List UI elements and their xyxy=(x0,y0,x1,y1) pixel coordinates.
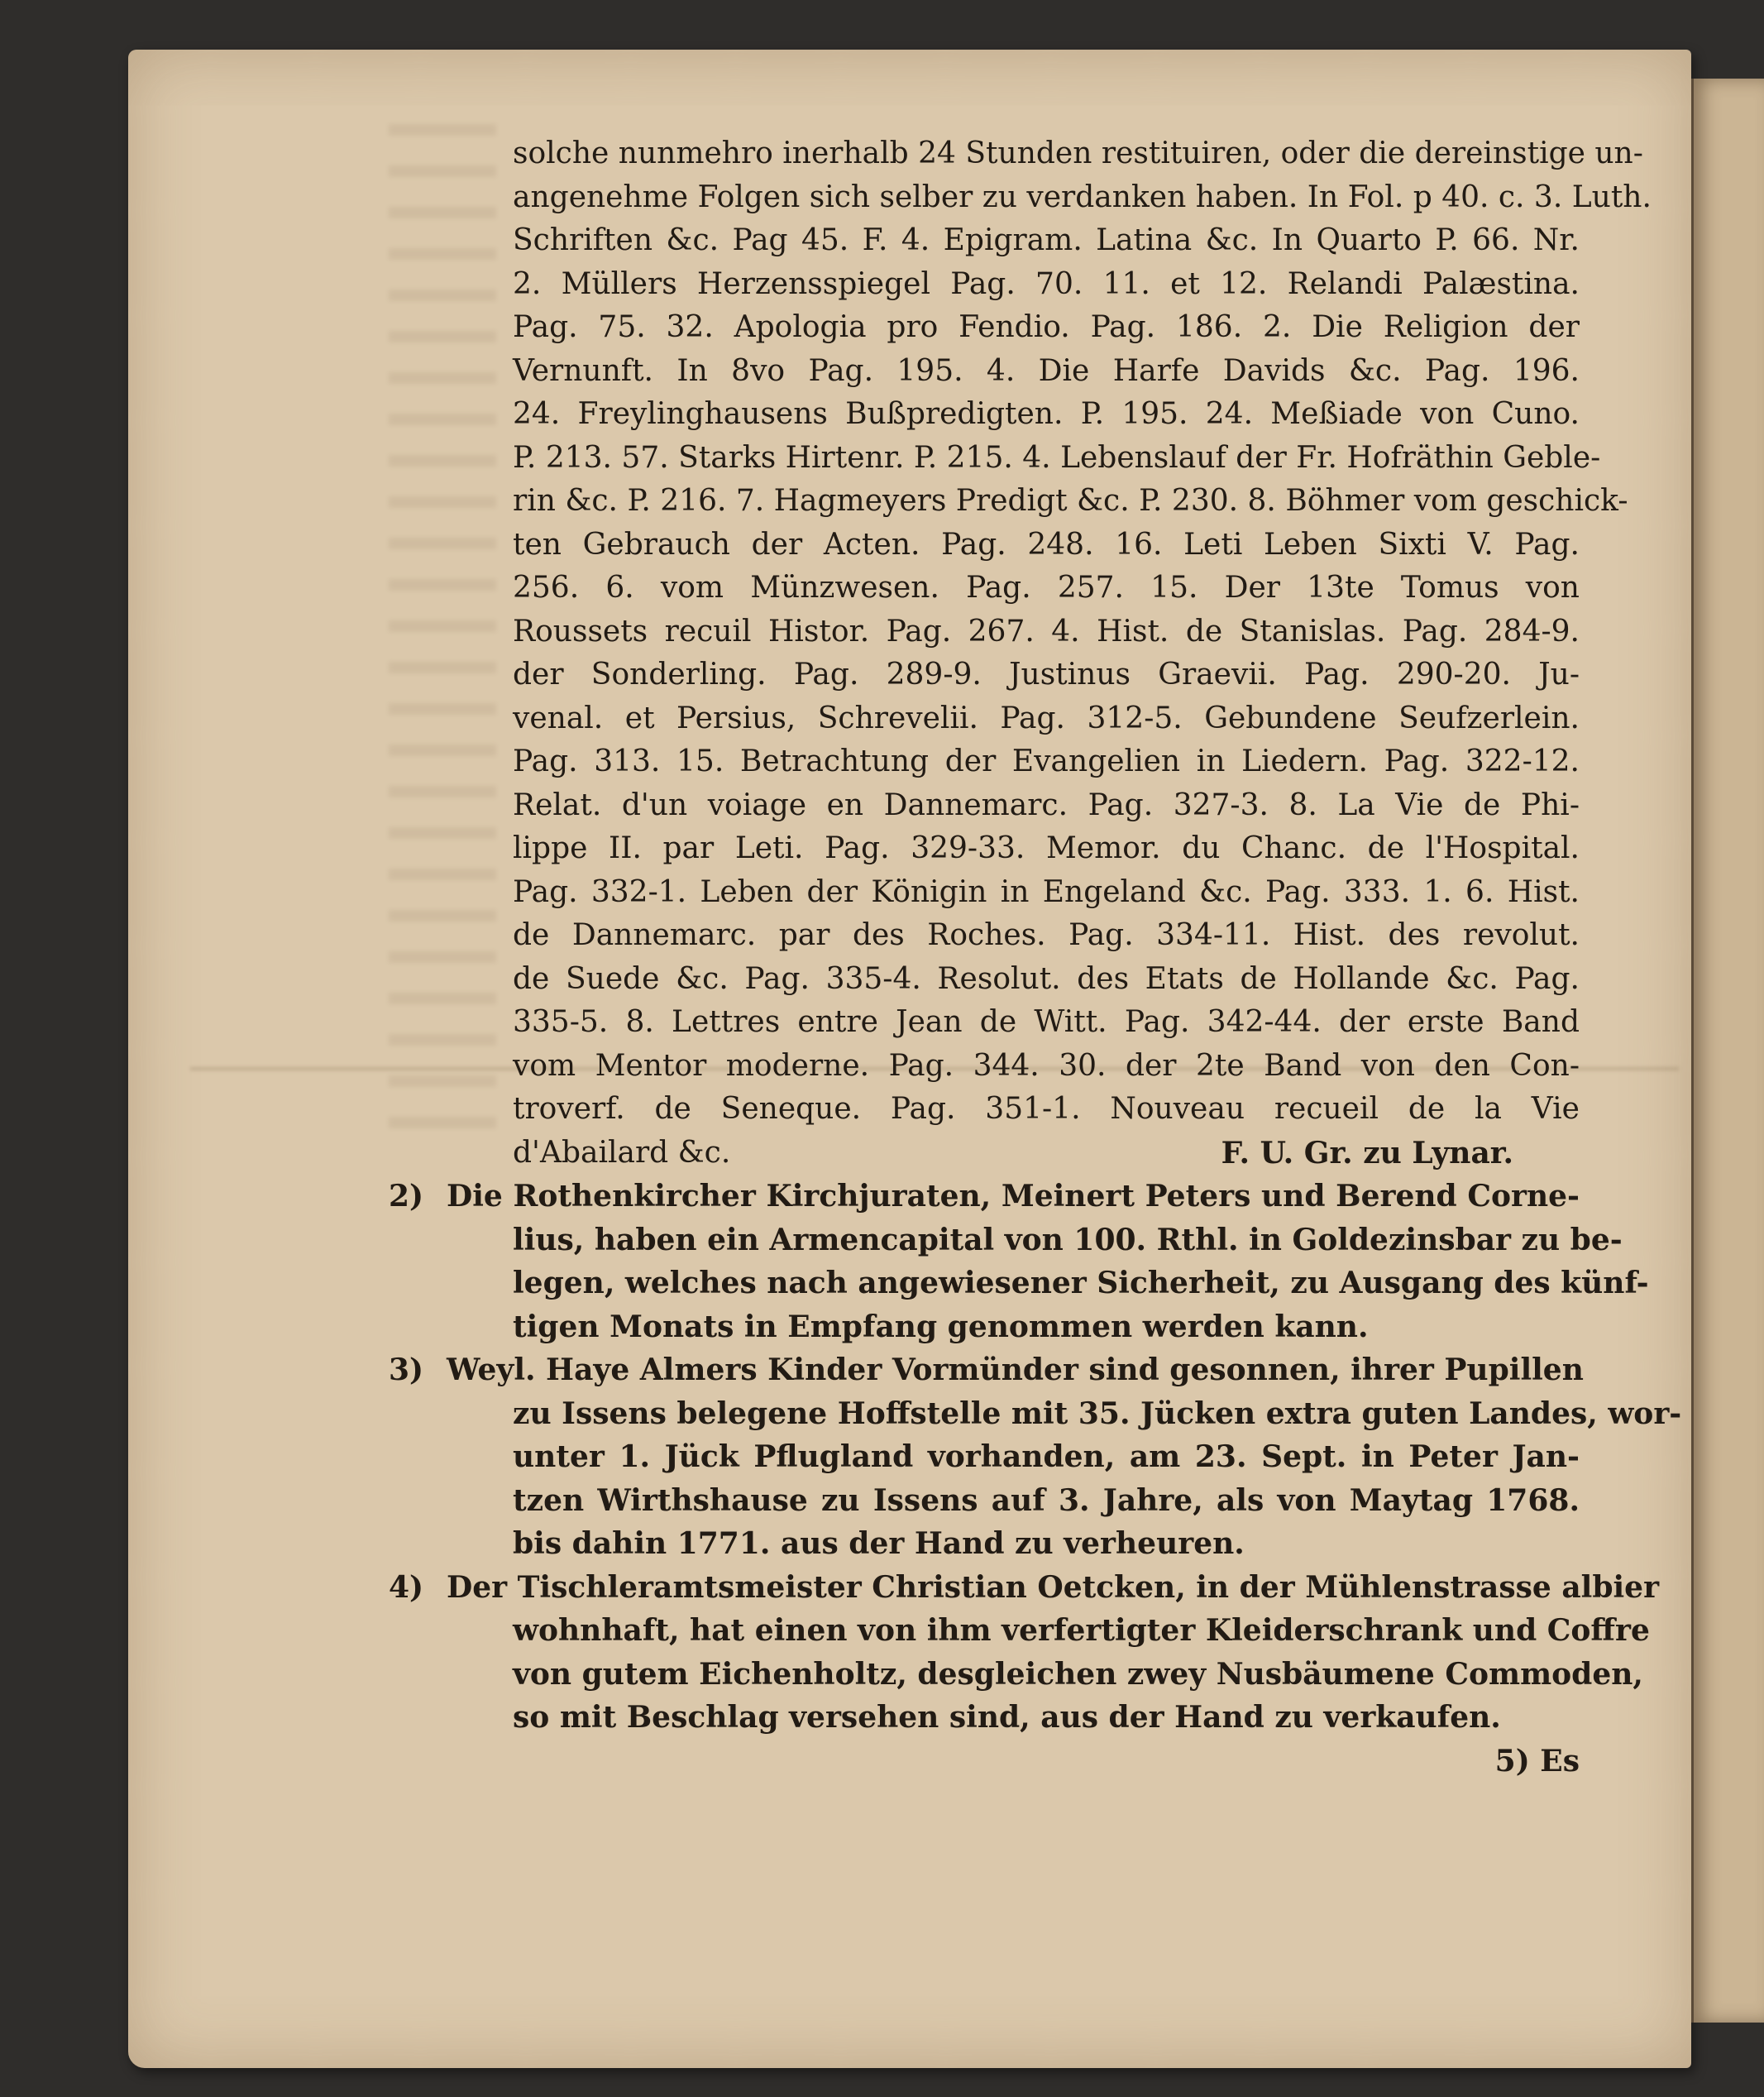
text-line: Roussets recuil Histor. Pag. 267. 4. Hist. de Stanislas. Pag. 284-9. xyxy=(513,614,1580,649)
text-line: Der Tischleramtsmeister Christian Oetcken, in der Mühlenstrasse albier xyxy=(447,1569,1660,1605)
text-line: ten Gebrauch der Acten. Pag. 248. 16. Leti Leben Sixti V. Pag. xyxy=(513,527,1580,562)
text-line: von gutem Eichenholtz, desgleichen zwey Nusbäumene Commoden, xyxy=(513,1656,1643,1692)
text-line: wohnhaft, hat einen von ihm verfertigter Kleiderschrank und Coffre xyxy=(513,1613,1650,1648)
text-line: der Sonderling. Pag. 289-9. Justinus Graevii. Pag. 290-20. Ju- xyxy=(513,658,1580,692)
opening-paragraph xyxy=(513,132,1652,1175)
text-line: lippe II. par Leti. Pag. 329-33. Memor. du Chanc. de l'Hospital. xyxy=(513,831,1580,865)
text-line: Pag. 75. 32. Apologia pro Fendio. Pag. 186. 2. Die Religion der xyxy=(513,310,1580,344)
text-line: vom Mentor moderne. Pag. 344. 30. der 2te Band von den Con- xyxy=(513,1048,1580,1083)
text-line: 335-5. 8. Lettres entre Jean de Witt. Pag. 342-44. der erste Band xyxy=(513,1005,1580,1039)
text-line: troverf. de Seneque. Pag. 351-1. Nouveau recueil de la Vie xyxy=(513,1092,1580,1126)
show-through-bleed xyxy=(389,124,496,1158)
text-line: 24. Freylinghausens Bußpredigten. P. 195. 24. Meßiade von Cuno. xyxy=(513,397,1580,431)
facing-page-edge xyxy=(1691,79,1764,2023)
text-line: de Dannemarc. par des Roches. Pag. 334-11. Hist. des revolut. xyxy=(513,918,1580,952)
text-line: Schriften &c. Pag 45. F. 4. Epigram. Latina &c. In Quarto P. 66. Nr. xyxy=(513,223,1580,257)
text-line: so mit Beschlag versehen sind, aus der Hand zu verkaufen. xyxy=(513,1700,1501,1735)
text-line: de Suede &c. Pag. 335-4. Resolut. des Etats de Hollande &c. Pag. xyxy=(513,961,1580,996)
text-line: Vernunft. In 8vo Pag. 195. 4. Die Harfe Davids &c. Pag. 196. xyxy=(513,353,1580,388)
notice-item-4 xyxy=(389,1566,1660,1740)
text-line: zu Issens belegene Hoffstelle mit 35. Jücken extra guten Landes, wor- xyxy=(513,1396,1682,1431)
catchword-line xyxy=(513,1740,1580,1789)
signature: F. U. Gr. zu Lynar. xyxy=(1221,1135,1513,1171)
item-number: 4) xyxy=(389,1569,424,1605)
catchword: 5) Es xyxy=(1494,1743,1580,1779)
text-line: Pag. 332-1. Leben der Königin in Engeland &c. Pag. 333. 1. 6. Hist. xyxy=(513,874,1580,909)
text-line: legen, welches nach angewiesener Sicherheit, zu Ausgang des künf- xyxy=(513,1266,1649,1300)
text-line: lius, haben ein Armencapital von 100. Rthl. in Goldezinsbar zu be- xyxy=(513,1222,1623,1257)
text-line: P. 213. 57. Starks Hirtenr. P. 215. 4. Lebenslauf der Fr. Hofräthin Geble- xyxy=(513,440,1601,475)
notice-item-2 xyxy=(389,1175,1649,1348)
text-line: Pag. 313. 15. Betrachtung der Evangelien in Liedern. Pag. 322-12. xyxy=(513,744,1580,778)
text-line: bis dahin 1771. aus der Hand zu verheuren. xyxy=(513,1526,1245,1561)
text-line: angenehme Folgen sich selber zu verdanken haben. In Fol. p 40. c. 3. Luth. xyxy=(513,180,1652,214)
text-line: unter 1. Jück Pflugland vorhanden, am 23. Sept. in Peter Jan- xyxy=(513,1439,1580,1474)
text-line: Die Rothenkircher Kirchjuraten, Meinert Peters und Berend Corne- xyxy=(447,1179,1580,1214)
item-number: 2) xyxy=(389,1179,424,1214)
text-line: venal. et Persius, Schrevelii. Pag. 312-5. Gebundene Seufzerlein. xyxy=(513,701,1580,735)
text-line: solche nunmehro inerhalb 24 Stunden restituiren, oder die dereinstige un- xyxy=(513,136,1643,170)
page-text xyxy=(389,132,1682,1789)
text-line: 2. Müllers Herzensspiegel Pag. 70. 11. et 12. Relandi Palæstina. xyxy=(513,266,1580,301)
item-number: 3) xyxy=(389,1353,424,1387)
text-line: 256. 6. vom Münzwesen. Pag. 257. 15. Der 13te Tomus von xyxy=(513,571,1580,605)
text-line: Relat. d'un voiage en Dannemarc. Pag. 327-3. 8. La Vie de Phi- xyxy=(513,788,1580,822)
text-line: tigen Monats in Empfang genommen werden kann. xyxy=(513,1309,1369,1344)
signature-line xyxy=(513,1132,1580,1175)
text-line: Weyl. Haye Almers Kinder Vormünder sind gesonnen, ihrer Pupillen xyxy=(447,1353,1584,1387)
notice-item-3 xyxy=(389,1348,1682,1566)
closing-text: d'Abailard &c. xyxy=(513,1135,731,1170)
text-line: rin &c. P. 216. 7. Hagmeyers Predigt &c. P. 230. 8. Böhmer vom geschick- xyxy=(513,484,1628,518)
text-line: tzen Wirthshause zu Issens auf 3. Jahre, als von Maytag 1768. xyxy=(513,1482,1580,1518)
